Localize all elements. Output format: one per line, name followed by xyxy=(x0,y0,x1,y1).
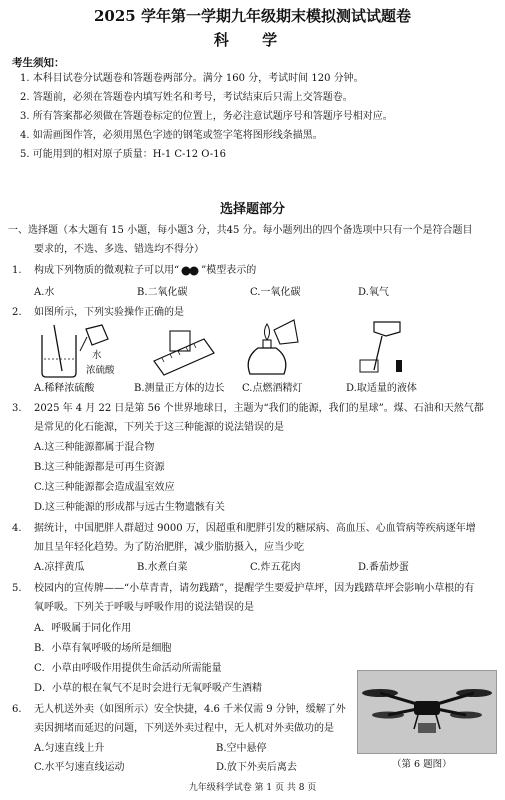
q5-stem: 校园内的宣传牌——“小草青青，请勿践踏”，提醒学生要爱护草坪，因为践踏草坪会影响小草根的有 xyxy=(34,583,475,594)
page-footer: 九年级科学试卷 第 1 页 共 8 页 xyxy=(188,783,317,793)
q2-stem: 如图所示，下列实验操作正确的是 xyxy=(34,307,184,318)
notice-item: 5. 可能用到的相对原子质量：H-1 C-12 O-16 xyxy=(20,149,226,160)
q6-stem-2: 卖因拥堵而延迟的问题，下列送外卖过程中，无人机对外卖做功的是 xyxy=(34,723,334,734)
q6-figure-caption: （第 6 题图） xyxy=(392,759,452,770)
notice-item: 1. 本科目试卷分试题卷和答题卷两部分。满分 160 分，考试时间 120 分钟。 xyxy=(20,73,364,84)
molecule-model-icon xyxy=(179,266,201,276)
notice-title: 考生须知： xyxy=(12,57,65,69)
q5-option-a: A．呼吸属于同化作用 xyxy=(34,623,132,634)
section-intro: 一、选择题（本大题有 15 小题，每小题3 分，共45 分。每小题列出的四个备选项中只有一个是符合题目 xyxy=(8,225,473,236)
q1-option-d: D.氧气 xyxy=(358,287,389,298)
notice-item: 4. 如需画图作答，必须用黑色字迹的钢笔或签字笔将图形线条描黑。 xyxy=(20,130,323,141)
q1-stem xyxy=(34,264,256,278)
q6-option-d: D.放下外卖后离去 xyxy=(216,762,297,773)
q6-option-a: A.匀速直线上升 xyxy=(34,743,105,754)
section-title: 选择题部分 xyxy=(219,202,285,217)
q3-option-d: D.这三种能源的形成都与远古生物遗骸有关 xyxy=(34,502,225,513)
notice-item: 3. 所有答案都必须做在答题卷标定的位置上，务必注意试题序号和答题序号相对应。 xyxy=(20,111,393,122)
q2-option-d: D.取适量的液体 xyxy=(346,383,417,394)
q6-number: 6. xyxy=(12,704,22,715)
section-intro: 要求的，不选、多选、错选均不得分） xyxy=(34,244,204,255)
q4-stem: 据统计，中国肥胖人群超过 9000 万，因超重和肥胖引发的糖尿病、高血压、心血管病等疾病逐年增 xyxy=(34,523,476,534)
q3-number: 3. xyxy=(12,403,22,414)
exam-title: 2025 学年第一学期九年级期末模拟测试试题卷 xyxy=(94,7,411,25)
q5-option-b: B．小草有氧呼吸的场所是细胞 xyxy=(34,643,172,654)
q3-stem: 2025 年 4 月 22 日是第 56 个世界地球日，主题为“我们的能源，我们的星球”。煤、石油和天然气都 xyxy=(34,403,484,414)
exam-subject: 科 学 xyxy=(213,31,292,49)
q4-option-d: D.番茄炒蛋 xyxy=(358,562,409,573)
q3-stem-2: 是常见的化石能源，下列关于这三种能源的说法错误的是 xyxy=(34,422,284,433)
q4-number: 4. xyxy=(12,523,22,534)
q6-option-c: C.水平匀速直线运动 xyxy=(34,762,125,773)
q3-option-b: B.这三种能源都是可再生资源 xyxy=(34,462,165,473)
q4-option-a: A.凉拌黄瓜 xyxy=(34,562,85,573)
q4-option-c: C.炸五花肉 xyxy=(250,562,301,573)
q3-option-a: A.这三种能源都属于混合物 xyxy=(34,442,155,453)
q2-option-b: B.测量正方体的边长 xyxy=(134,383,225,394)
q3-option-c: C.这三种能源都会造成温室效应 xyxy=(34,482,175,493)
q2-option-a: A.稀释浓硫酸 xyxy=(34,383,95,394)
ruler-cube-figure xyxy=(148,325,220,377)
q1-stem-text: 构成下列物质的微观粒子可以用“ xyxy=(34,265,180,276)
pipette-figure xyxy=(346,320,418,376)
q5-option-d: D．小草的根在氧气不足时会进行无氧呼吸产生酒精 xyxy=(34,683,263,694)
q2-number: 2. xyxy=(12,307,22,318)
notice-item: 2. 答题前，必须在答题卷内填写姓名和考号，考试结束后只需上交答题卷。 xyxy=(20,92,353,103)
q5-option-c: C．小草由呼吸作用提供生命活动所需能量 xyxy=(34,663,222,674)
q6-stem: 无人机送外卖（如图所示）安全快捷，4.6 千米仅需 9 分钟，缓解了外 xyxy=(34,704,346,715)
alcohol-lamp-figure xyxy=(236,318,304,378)
q2-option-c: C.点燃酒精灯 xyxy=(242,383,303,394)
q1-option-a: A.水 xyxy=(34,287,55,298)
water-label: 水 xyxy=(92,350,102,361)
q1-number: 1. xyxy=(12,265,22,276)
q4-option-b: B.水煮白菜 xyxy=(137,562,188,573)
q5-number: 5. xyxy=(12,583,22,594)
q1-option-c: C.一氧化碳 xyxy=(250,287,301,298)
drone-photo xyxy=(357,670,497,754)
q6-option-b: B.空中悬停 xyxy=(216,743,267,754)
q1-option-b: B.二氧化碳 xyxy=(137,287,188,298)
acid-label: 浓硫酸 xyxy=(86,365,115,376)
q4-stem-2: 加且呈年轻化趋势。为了防治肥胖，减少脂肪摄入，应当少吃 xyxy=(34,542,304,553)
drone-icon xyxy=(358,671,496,753)
q5-stem-2: 氧呼吸。下列关于呼吸与呼吸作用的说法错误的是 xyxy=(34,602,254,613)
q1-stem-text2: ”模型表示的 xyxy=(201,265,257,276)
